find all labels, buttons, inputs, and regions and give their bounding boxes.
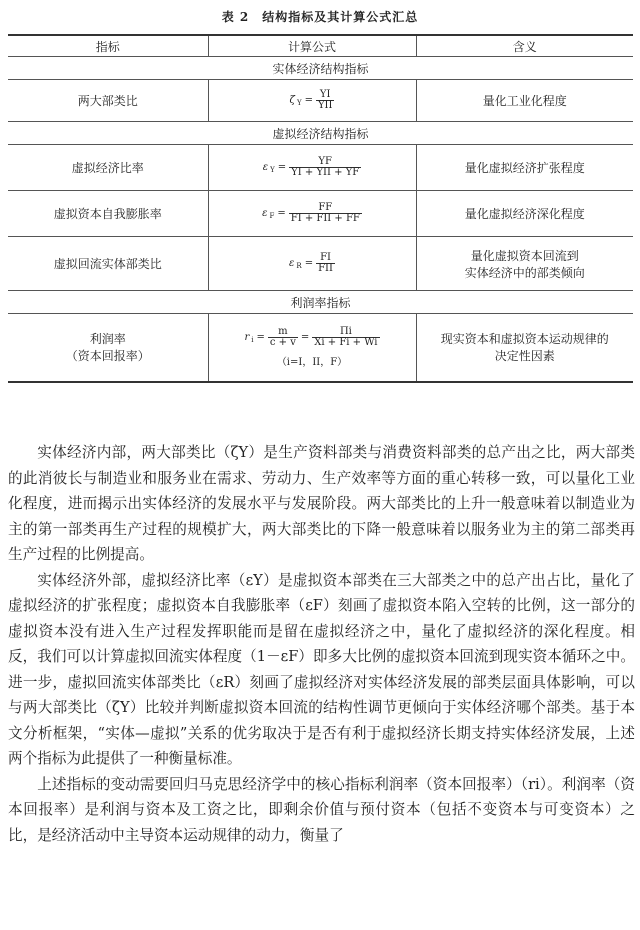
table-row xyxy=(8,314,633,382)
paragraph: 上述指标的变动需要回归马克思经济学中的核心指标利润率（资本回报率）（ri）。利润率（资本回报率）是利润与资本及工资之比，即剩余价值与预付资本（包括不变资本与可变资本）之比，是经济活动中主导资本运动规律的动力，衡量了 xyxy=(8,775,635,844)
formula-fraction: $\frac{m}{c + v}$ xyxy=(269,325,296,349)
indicator-line: （资本回报率） xyxy=(65,349,150,364)
header-meaning: 含义 xyxy=(416,35,633,57)
table-row xyxy=(8,191,633,237)
section-title: 利润率指标 xyxy=(8,291,633,314)
formula-fraction: $\frac{\Pi i}{Xi + Fi + Wi}$ xyxy=(314,325,378,349)
formula-note: （i=I，II，F） xyxy=(276,356,348,368)
indicator-cell: 虚拟经济比率 xyxy=(8,145,208,191)
formula-cell: ζ $_Y$ = $\frac{YI}{\text{YII}}$ xyxy=(208,80,416,122)
table-row xyxy=(8,80,633,122)
indicator-cell: 虚拟回流实体部类比 xyxy=(8,237,208,291)
section-row xyxy=(8,122,633,145)
section-row xyxy=(8,291,633,314)
meaning-cell xyxy=(416,237,633,291)
formula-symbol: ε $_R$ xyxy=(289,257,302,270)
indicator-cell xyxy=(8,314,208,382)
formula-cell: ε $_R$ = $\frac{FI}{\text{FII}}$ xyxy=(208,237,416,291)
table-row xyxy=(8,145,633,191)
meaning-line: 决定性因素 xyxy=(494,349,555,364)
meaning-cell xyxy=(416,314,633,382)
formula-cell: ε $_F$ = $\frac{FF}{\text{FI + FII + FF}}$ xyxy=(208,191,416,237)
formula-fraction: $\frac{YI}{\text{YII}}$ xyxy=(317,88,333,111)
meaning-cell: 量化工业化程度 xyxy=(416,80,633,122)
formula-cell: ε $_Y$ = $\frac{YF}{\text{YI + YII + YF}}$ xyxy=(208,145,416,191)
indicator-cell: 两大部类比 xyxy=(8,80,208,122)
body-text xyxy=(8,440,635,848)
header-indicator: 指标 xyxy=(8,35,208,57)
section-row xyxy=(8,57,633,80)
table-caption: 表 2 结构指标及其计算公式汇总 xyxy=(221,10,419,24)
meaning-line: 量化虚拟资本回流到 xyxy=(470,248,579,263)
header-formula: 计算公式 xyxy=(208,35,416,57)
section-title: 实体经济结构指标 xyxy=(8,57,633,80)
paragraph: 实体经济外部，虚拟经济比率（εY）是虚拟资本部类在三大部类之中的总产出占比，量化了虚拟经济的扩张程度；虚拟资本自我膨胀率（εF）刻画了虚拟资本陷入空转的比例，这一部分的虚拟资本没有进入生产过程发挥职能而是留在虚拟经济之中，量化了虚拟经济的深化程度。相反，我们可以计算虚拟回流实体程度（1－εF）即多大比例的虚拟资本回流到现实资本循环之中。进一步，虚拟回流实体部类比（εR）刻画了虚拟经济对实体经济发展的部类层面具体影响，可以与两大部类比（ζY）比较并判断虚拟资本回流的结构性调节更倾向于实体经济哪个部类。基于本文分析框架，“实体—虚拟”关系的优劣取决于是否有利于虚拟经济长期支持实体经济发展，上述两个指标为此提供了一种衡量标准。 xyxy=(8,571,635,767)
formula-fraction: $\frac{YF}{\text{YI + YII + YF}}$ xyxy=(291,155,360,178)
formula-symbol: ζ $_Y$ xyxy=(289,94,302,107)
meaning-cell: 量化虚拟经济扩张程度 xyxy=(416,145,633,191)
formula-symbol: r $_i$ xyxy=(244,331,254,344)
table-header-row xyxy=(8,35,633,57)
meaning-line: 实体经济中的部类倾向 xyxy=(464,265,585,280)
paragraph: 实体经济内部，两大部类比（ζY）是生产资料部类与消费资料部类的总产出之比，两大部类的此消彼长与制造业和服务业在需求、劳动力、生产效率等方面的重心转移一致，可以量化工业化程度，进而揭示出实体经济的发展水平与发展阶段。两大部类比的上升一般意味着以制造业为主的第一部类再生产过程的规模扩大，两大部类比的下降一般意味着以服务业为主的第二部类再生产过程的比例提高。 xyxy=(8,444,635,563)
section-title: 虚拟经济结构指标 xyxy=(8,122,633,145)
table-row xyxy=(8,237,633,291)
formula-fraction: $\frac{FF}{\text{FI + FII + FF}}$ xyxy=(290,201,360,224)
formula-summary-table xyxy=(8,34,633,383)
meaning-cell: 量化虚拟经济深化程度 xyxy=(416,191,633,237)
indicator-cell: 虚拟资本自我膨胀率 xyxy=(8,191,208,237)
formula-symbol: ε $_F$ xyxy=(262,207,275,220)
indicator-line: 利润率 xyxy=(89,332,126,347)
formula-fraction: $\frac{FI}{\text{FII}}$ xyxy=(318,251,333,274)
formula-symbol: ε $_Y$ xyxy=(262,161,275,174)
meaning-line: 现实资本和虚拟资本运动规律的 xyxy=(440,332,609,347)
formula-cell: r $_i$ = $\frac{m}{c + v}$ = $\frac{\Pi i}{Xi + Fi + Wi}$ （i=I，II，F） xyxy=(208,314,416,382)
